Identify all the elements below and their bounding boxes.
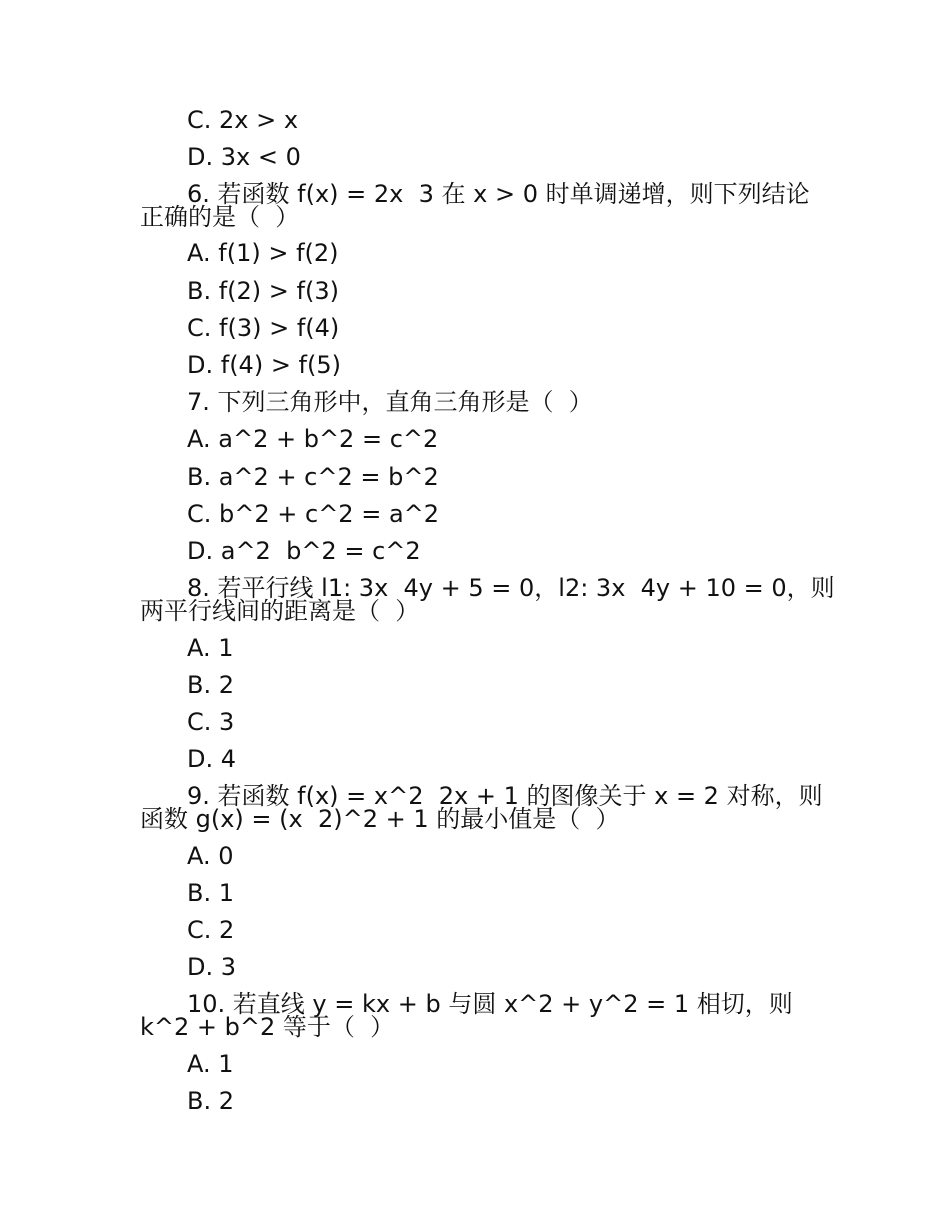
question-6-line-2: 正确的是（ ） bbox=[140, 203, 300, 231]
question-8-line-2: 两平行线间的距离是（ ） bbox=[140, 597, 420, 625]
option-5c: C. 2x > x bbox=[187, 106, 299, 134]
option-9c: C. 2 bbox=[187, 916, 235, 944]
option-6a: A. f(1) > f(2) bbox=[187, 239, 339, 267]
question-9-line-1: 9. 若函数 f(x) = x^2 2x + 1 的图像关于 x = 2 对称，则 bbox=[187, 782, 823, 810]
question-10-line-2: k^2 + b^2 等于（ ） bbox=[140, 1013, 395, 1041]
option-7d: D. a^2 b^2 = c^2 bbox=[187, 537, 421, 565]
option-8a: A. 1 bbox=[187, 634, 234, 662]
option-8b: B. 2 bbox=[187, 671, 234, 699]
option-9d: D. 3 bbox=[187, 953, 237, 981]
question-8-line-1: 8. 若平行线 l1: 3x 4y + 5 = 0，l2: 3x 4y + 10 = 0，则 bbox=[187, 574, 835, 602]
option-6c: C. f(3) > f(4) bbox=[187, 314, 340, 342]
option-9b: B. 1 bbox=[187, 879, 234, 907]
option-7a: A. a^2 + b^2 = c^2 bbox=[187, 425, 439, 453]
option-9a: A. 0 bbox=[187, 842, 234, 870]
option-8c: C. 3 bbox=[187, 708, 235, 736]
question-9-line-2: 函数 g(x) = (x 2)^2 + 1 的最小值是（ ） bbox=[140, 805, 620, 833]
option-7c: C. b^2 + c^2 = a^2 bbox=[187, 500, 440, 528]
question-6-line-1: 6. 若函数 f(x) = 2x 3 在 x > 0 时单调递增，则下列结论 bbox=[187, 180, 810, 208]
option-10b: B. 2 bbox=[187, 1087, 234, 1115]
option-8d: D. 4 bbox=[187, 745, 237, 773]
option-10a: A. 1 bbox=[187, 1050, 234, 1078]
question-10-line-1: 10. 若直线 y = kx + b 与圆 x^2 + y^2 = 1 相切，则 bbox=[187, 990, 793, 1018]
option-6b: B. f(2) > f(3) bbox=[187, 277, 339, 305]
option-7b: B. a^2 + c^2 = b^2 bbox=[187, 463, 439, 491]
question-7: 7. 下列三角形中，直角三角形是（ ） bbox=[187, 388, 593, 416]
option-5d: D. 3x < 0 bbox=[187, 143, 301, 171]
option-6d: D. f(4) > f(5) bbox=[187, 351, 341, 379]
